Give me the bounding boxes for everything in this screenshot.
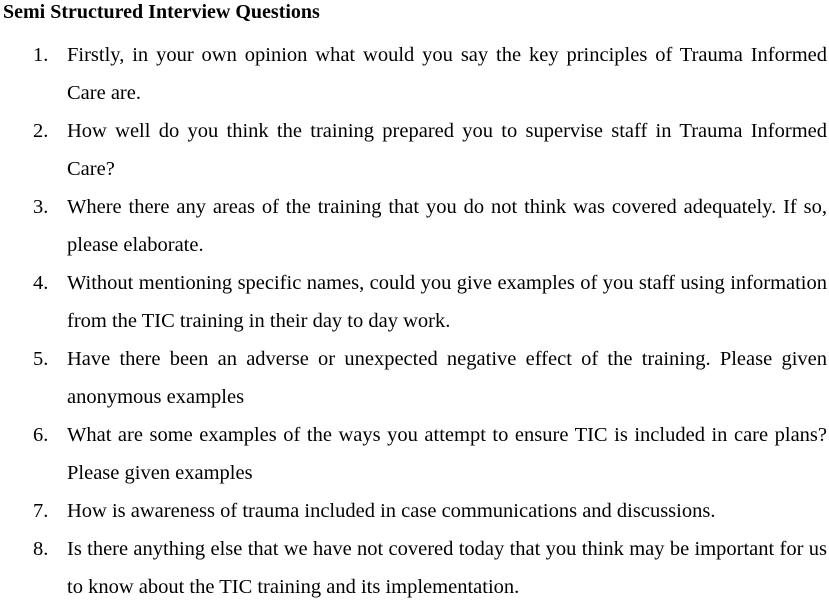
question-item	[3, 188, 827, 264]
question-text: Firstly, in your own opinion what would you say the key principles of Trauma Informed Care are.	[67, 44, 827, 104]
question-number: 5.	[33, 348, 49, 370]
question-list	[3, 36, 827, 606]
document	[3, 0, 827, 606]
question-item	[3, 340, 827, 416]
question-item	[3, 530, 827, 606]
question-number: 6.	[33, 424, 49, 446]
question-number: 3.	[33, 196, 49, 218]
question-number: 1.	[33, 44, 49, 66]
question-item	[3, 264, 827, 340]
question-text: How well do you think the training prepared you to supervise staff in Trauma Informed Care?	[67, 120, 827, 180]
question-item	[3, 416, 827, 492]
question-number: 4.	[33, 272, 49, 294]
question-text: How is awareness of trauma included in case communications and discussions.	[67, 500, 716, 522]
question-text: Where there any areas of the training that you do not think was covered adequately. If so, please elaborate.	[67, 196, 827, 256]
question-item	[3, 112, 827, 188]
question-number: 7.	[33, 500, 49, 522]
question-item	[3, 36, 827, 112]
question-text: Have there been an adverse or unexpected negative effect of the training. Please given anonymous examples	[67, 348, 827, 408]
question-number: 8.	[33, 538, 49, 560]
document-title: Semi Structured Interview Questions	[3, 1, 320, 23]
question-text: Is there anything else that we have not covered today that you think may be important for us to know about the TIC training and its implementation.	[67, 538, 827, 598]
question-text: What are some examples of the ways you attempt to ensure TIC is included in care plans? Please given examples	[67, 424, 827, 484]
question-number: 2.	[33, 120, 49, 142]
question-item	[3, 492, 827, 530]
question-text: Without mentioning specific names, could you give examples of you staff using information from the TIC training in their day to day work.	[67, 272, 827, 332]
